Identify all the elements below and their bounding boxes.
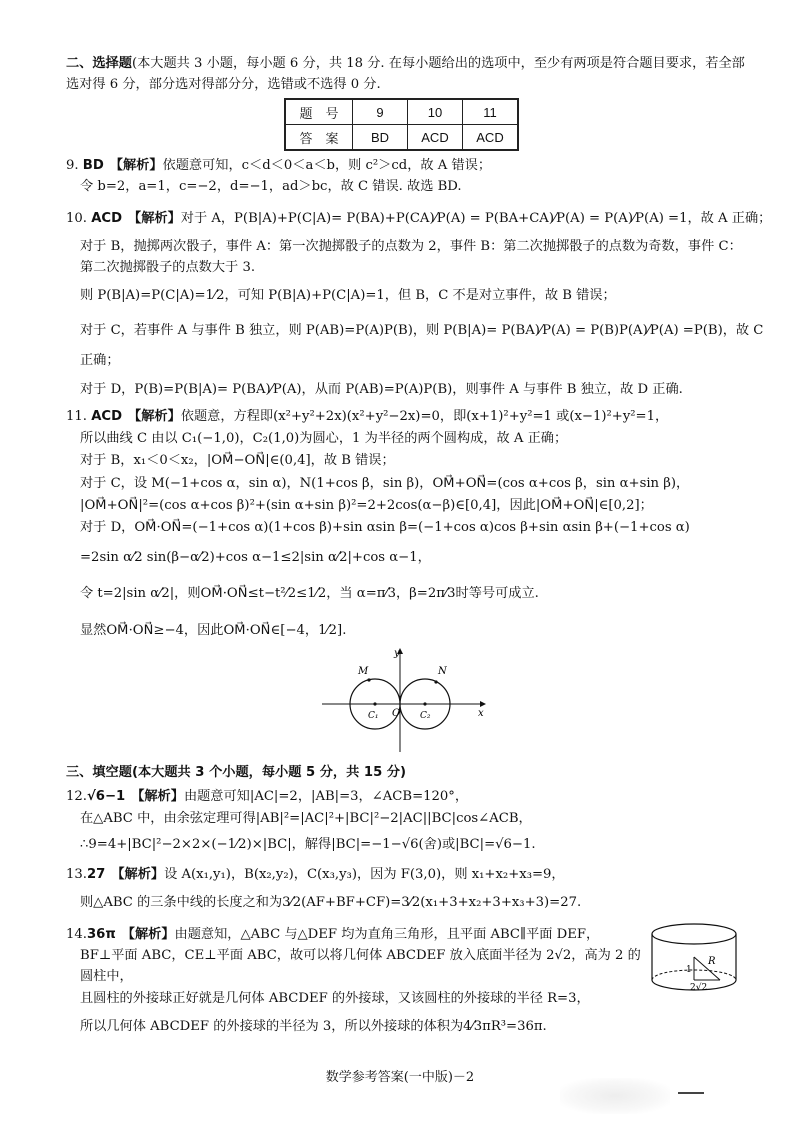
q10-line-6: 正确； bbox=[80, 353, 120, 368]
corner-mark bbox=[678, 1092, 704, 1094]
point-m bbox=[367, 678, 370, 681]
center-c1 bbox=[373, 702, 376, 705]
table-answer-11: ACD bbox=[463, 125, 519, 151]
q10-number: 10. bbox=[66, 211, 87, 226]
q11-answer: ACD bbox=[91, 409, 123, 424]
q14-line-4: 且圆柱的外接球正好就是几何体 ABCDEF 的外接球，又该圆柱的外接球的半径 R=3， bbox=[80, 991, 590, 1006]
q9-answer: BD bbox=[82, 158, 104, 173]
section2-desc-2: 选对得 6 分，部分选对得部分分，选错或不选得 0 分. bbox=[66, 77, 381, 92]
table-answer-9: BD bbox=[353, 125, 408, 151]
q14-tag: 【解析】 bbox=[121, 927, 175, 942]
x-label: x bbox=[478, 708, 484, 719]
section3-desc: (本大题共 3 个小题，每小题 5 分，共 15 分) bbox=[131, 765, 407, 780]
table-question-9: 9 bbox=[353, 99, 408, 125]
q14-line-5: 所以几何体 ABCDEF 的外接球的半径为 3，所以外接球的体积为4⁄3πR³=36π. bbox=[80, 1019, 547, 1034]
section2-title: 二、选择题 bbox=[66, 56, 132, 71]
q14-line-3: 圆柱中， bbox=[80, 969, 133, 984]
q14-number: 14. bbox=[66, 927, 87, 942]
q9-number: 9. bbox=[66, 158, 79, 173]
table-row bbox=[285, 99, 518, 125]
q13-number: 13. bbox=[66, 867, 87, 882]
q13-text-1: 设 A(x₁,y₁)，B(x₂,y₂)，C(x₃,y₃)，因为 F(3,0)，则 x₁+x₂+x₃=9， bbox=[164, 867, 565, 882]
q12-line-1 bbox=[66, 788, 758, 806]
q11-line-5: |OM⃗+ON⃗|²=(cos α+cos β)²+(sin α+sin β)²=2+2cos(α−β)∈[0,4]，因此|OM⃗+ON⃗|∈[0,2]； bbox=[80, 498, 653, 513]
q9-text-1: 依题意可知，c＜d＜0＜a＜b，则 c²＞cd，故 A 错误； bbox=[162, 158, 492, 173]
table-header-label: 题 号 bbox=[285, 99, 353, 125]
q12-text-1: 由题意可知|AC|=2，|AB|=3，∠ACB=120°， bbox=[183, 789, 469, 804]
page-footer: 数学参考答案(一中版)－2 bbox=[325, 1070, 475, 1085]
center-c2 bbox=[423, 702, 426, 705]
q11-line-9: 显然OM⃗·ON⃗≥−4，因此OM⃗·ON⃗∈[−4，1⁄2]. bbox=[80, 623, 347, 638]
q12-number: 12. bbox=[66, 789, 87, 804]
section2-heading bbox=[66, 55, 758, 73]
q9-line-1 bbox=[66, 157, 758, 175]
n-label: N bbox=[438, 666, 447, 677]
q10-line-3: 第二次抛掷骰子的点数大于 3. bbox=[80, 260, 256, 275]
section3-heading bbox=[66, 764, 758, 782]
y-label: y bbox=[394, 648, 400, 659]
q9-line-2: 令 b=2，a=1，c=−2，d=−1，ad＞bc，故 C 错误. 故选 BD. bbox=[80, 179, 462, 194]
q10-line-4: 则 P(B|A)=P(C|A)=1⁄2，可知 P(B|A)+P(C|A)=1，但 B，C 不是对立事件，故 B 错误； bbox=[80, 288, 616, 303]
table-question-10: 10 bbox=[408, 99, 463, 125]
q10-line-2: 对于 B，抛掷两次骰子，事件 A：第一次抛掷骰子的点数为 2，事件 B：第二次抛掷骰子的点数为奇数，事件 C： bbox=[80, 239, 742, 254]
origin-label: O bbox=[392, 708, 401, 719]
q11-tag: 【解析】 bbox=[128, 409, 181, 424]
q11-line-1 bbox=[66, 408, 758, 426]
table-answer-10: ACD bbox=[408, 125, 463, 151]
two-circles-figure bbox=[318, 646, 488, 754]
q11-line-8: 令 t=2|sin α⁄2|，则OM⃗·ON⃗≤t−t²⁄2≤1⁄2，当 α=π⁄3，β=2π⁄3时等号可成立. bbox=[80, 586, 539, 601]
q11-line-3: 对于 B，x₁＜0＜x₂，|OM⃗−ON⃗|∈(0,4]，故 B 错误； bbox=[80, 453, 395, 468]
answer-table bbox=[284, 98, 519, 151]
q9-tag: 【解析】 bbox=[109, 158, 163, 173]
q13-line-1 bbox=[66, 866, 758, 884]
q11-number: 11. bbox=[66, 409, 87, 424]
table-question-11: 11 bbox=[463, 99, 519, 125]
x-axis-arrow bbox=[480, 701, 486, 707]
section3-title: 三、填空题 bbox=[66, 765, 132, 780]
height-label: 1 bbox=[686, 965, 692, 975]
c2-label: C₂ bbox=[420, 711, 431, 721]
q13-answer: 27 bbox=[86, 867, 106, 882]
q10-answer: ACD bbox=[91, 211, 123, 226]
q10-line-1 bbox=[66, 210, 772, 228]
q12-line-2: 在△ABC 中，由余弦定理可得|AB|²=|AC|²+|BC|²−2|AC||BC|cos∠ACB， bbox=[80, 811, 532, 826]
scan-smudge bbox=[560, 1078, 670, 1114]
q10-tag: 【解析】 bbox=[128, 211, 181, 226]
q11-line-4: 对于 C，设 M(−1+cos α，sin α)，N(1+cos β，sin β)，OM⃗+ON⃗=(cos α+cos β，sin α+sin β)， bbox=[80, 476, 690, 491]
cylinder-top bbox=[652, 924, 736, 944]
q10-line-7: 对于 D，P(B)=P(B|A)= P(BA)⁄P(A)，从而 P(AB)=P(A)P(B)，则事件 A 与事件 B 独立，故 D 正确. bbox=[80, 382, 683, 397]
q14-text-1: 由题意知，△ABC 与△DEF 均为直角三角形，且平面 ABC∥平面 DEF， bbox=[174, 927, 600, 942]
c1-label: C₁ bbox=[368, 711, 379, 721]
q11-line-6: 对于 D，OM⃗·ON⃗=(−1+cos α)(1+cos β)+sin αsin β=(−1+cos α)cos β+sin αsin β+(−1+cos α) bbox=[80, 520, 690, 535]
q13-line-2: 则△ABC 的三条中线的长度之和为3⁄2(AF+BF+CF)=3⁄2(x₁+3+x₂+3+x₃+3)=27. bbox=[80, 895, 582, 910]
q10-line-5: 对于 C，若事件 A 与事件 B 独立，则 P(AB)=P(A)P(B)，则 P(B|A)= P(BA)⁄P(A) = P(B)P(A)⁄P(A) =P(B)，故 C bbox=[80, 323, 764, 338]
q11-line-7: =2sin α⁄2 sin(β−α⁄2)+cos α−1≤2|sin α⁄2|+cos α−1， bbox=[80, 550, 431, 565]
q14-answer: 36π bbox=[86, 927, 116, 942]
radius-r bbox=[694, 957, 720, 980]
point-n bbox=[434, 680, 437, 683]
cylinder-figure bbox=[650, 920, 746, 1000]
q11-line-2: 所以曲线 C 由以 C₁(−1,0)，C₂(1,0)为圆心，1 为半径的两个圆构成，故 A 正确； bbox=[80, 431, 568, 446]
m-label: M bbox=[358, 666, 369, 677]
q11-text-1: 依题意，方程即(x²+y²+2x)(x²+y²−2x)=0，即(x+1)²+y²=1 或(x−1)²+y²=1， bbox=[180, 409, 669, 424]
base-label: 2√2 bbox=[690, 983, 708, 993]
table-answer-label: 答 案 bbox=[285, 125, 353, 151]
q12-tag: 【解析】 bbox=[131, 789, 184, 804]
q12-line-3: ∴9=4+|BC|²−2×2×(−1⁄2)×|BC|，解得|BC|=−1−√6(舍)或|BC|=√6−1. bbox=[80, 837, 536, 852]
r-label: R bbox=[708, 956, 716, 967]
table-row bbox=[285, 125, 518, 151]
section2-desc-1: (本大题共 3 小题，每小题 6 分，共 18 分. 在每小题给出的选项中，至少有两项是符合题目要求，若全部 bbox=[131, 56, 745, 71]
q12-answer: √6−1 bbox=[86, 789, 126, 804]
q13-tag: 【解析】 bbox=[111, 867, 165, 882]
q10-text-1: 对于 A，P(B|A)+P(C|A)= P(BA)+P(CA)⁄P(A) = P(BA+CA)⁄P(A) = P(A)⁄P(A) =1，故 A 正确； bbox=[180, 211, 772, 226]
q14-line-2: BF⊥平面 ABC，CE⊥平面 ABC，故可以将几何体 ABCDEF 放入底面半径为 2√2，高为 2 的 bbox=[80, 948, 641, 963]
